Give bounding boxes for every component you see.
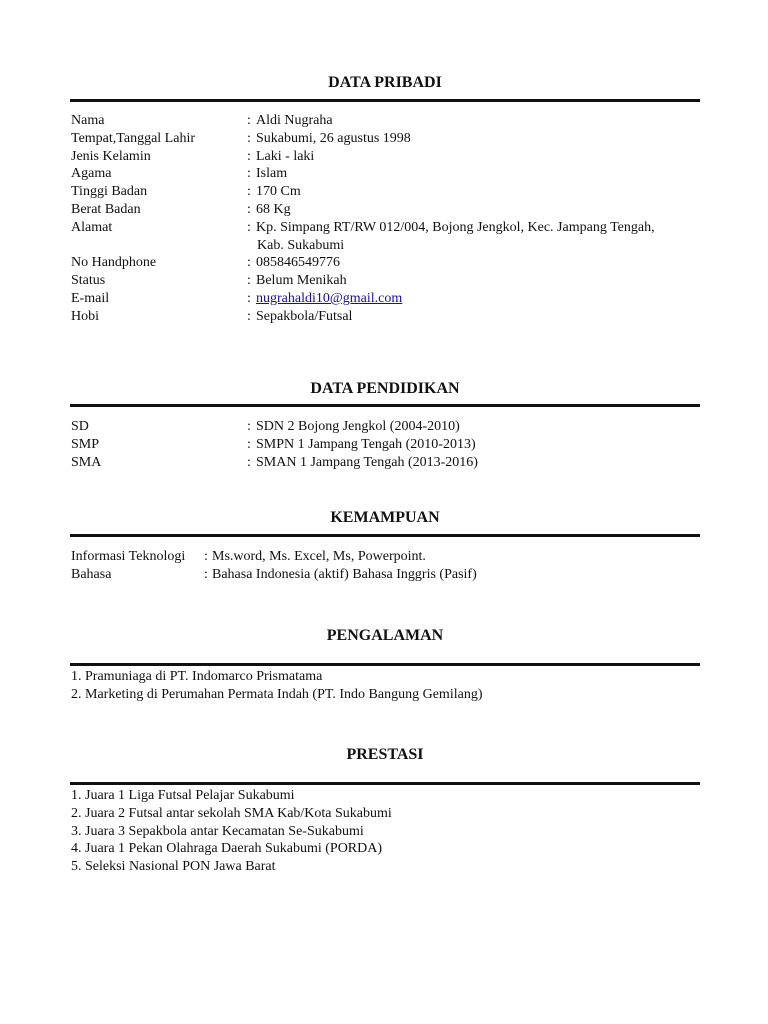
row-label: SMA [71,454,102,470]
personal-row-hobi [71,308,701,326]
skills-list [71,548,701,584]
row-value: SMPN 1 Jampang Tengah (2010-2013) [256,436,476,452]
row-label: E-mail [71,290,110,306]
row-value: SDN 2 Bojong Jengkol (2004-2010) [256,419,460,434]
personal-row-status [71,272,701,290]
education-row-sd [71,418,701,436]
section-rule [70,534,700,537]
row-label: Tempat,Tanggal Lahir [71,130,195,146]
education-list [71,418,701,471]
row-value: Belum Menikah [256,273,347,289]
achievement-list [71,787,701,876]
row-value: Ms.word, Ms. Excel, Ms, Powerpoint. [212,549,426,564]
personal-row-email [71,290,701,308]
row-colon: : [204,549,208,564]
personal-row-no-handphone [71,254,701,272]
row-label: SD [71,419,89,434]
personal-row-berat-badan [71,201,701,219]
row-colon: : [247,184,251,200]
row-colon: : [204,566,208,582]
row-label: Tinggi Badan [71,184,148,200]
personal-row-tempat-tanggal-lahir [71,130,701,148]
personal-row-tinggi-badan [71,183,701,201]
list-item: 3. Juara 3 Sepakbola antar Kecamatan Se-Sukabumi [71,823,364,839]
education-row-smp [71,436,701,454]
row-colon: : [247,290,251,306]
row-colon: : [247,273,251,289]
personal-row-agama [71,165,701,183]
row-label: Informasi Teknologi [71,549,186,564]
row-colon: : [247,436,251,452]
email-link[interactable]: nugrahaldi10@gmail.com [256,290,403,306]
row-value: Sepakbola/Futsal [256,308,353,324]
row-colon: : [247,219,251,235]
row-value: 085846549776 [256,255,340,271]
section-rule [70,99,700,102]
row-colon: : [247,454,251,470]
row-colon: : [247,255,251,271]
row-value: Islam [256,166,288,182]
personal-row-jenis-kelamin [71,148,701,166]
list-item: 5. Seleksi Nasional PON Jawa Barat [71,859,276,875]
row-label: Status [71,273,106,289]
row-value: SMAN 1 Jampang Tengah (2013-2016) [256,454,478,470]
personal-row-nama [71,112,701,130]
section-title-pengalaman: PENGALAMAN [326,627,444,644]
row-colon: : [247,308,251,324]
education-row-sma [71,454,701,472]
row-label: No Handphone [71,255,157,271]
skills-row-informasi-teknologi [71,548,701,566]
row-value: Aldi Nugraha [256,113,333,128]
list-item: 1. Juara 1 Liga Futsal Pelajar Sukabumi [71,788,295,803]
section-rule [70,404,700,407]
row-label: Nama [71,113,105,128]
row-colon: : [247,166,251,182]
row-colon: : [247,148,251,164]
row-value: Kp. Simpang RT/RW 012/004, Bojong Jengkol, Kec. Jampang Tengah, [256,219,655,235]
row-label: Jenis Kelamin [71,148,151,164]
row-label: SMP [71,436,100,452]
row-value: Laki - laki [256,148,315,164]
skills-row-bahasa [71,566,701,584]
row-value-continued: Kab. Sukabumi [257,237,345,253]
list-item: 2. Juara 2 Futsal antar sekolah SMA Kab/Kota Sukabumi [71,805,392,821]
experience-list [71,668,701,704]
personal-data-list [71,112,701,326]
personal-row-alamat [71,219,701,255]
row-colon: : [247,113,251,128]
row-value: 68 Kg [256,201,291,217]
list-item: 2. Marketing di Perumahan Permata Indah (PT. Indo Bangung Gemilang) [71,686,483,702]
list-item: 1. Pramuniaga di PT. Indomarco Prismatama [71,669,323,684]
section-title-data-pendidikan: DATA PENDIDIKAN [310,380,460,397]
row-colon: : [247,419,251,434]
row-label: Berat Badan [71,201,141,217]
row-label: Agama [71,166,112,182]
row-value: 170 Cm [256,184,301,200]
row-colon: : [247,130,251,146]
row-colon: : [247,201,251,217]
row-label: Alamat [71,219,113,235]
section-title-prestasi: PRESTASI [346,746,424,763]
section-rule [70,663,700,666]
section-rule [70,782,700,785]
list-item: 4. Juara 1 Pekan Olahraga Daerah Sukabumi (PORDA) [71,841,383,857]
row-value: Sukabumi, 26 agustus 1998 [256,130,411,146]
row-value: Bahasa Indonesia (aktif) Bahasa Inggris (Pasif) [212,566,477,582]
section-title-data-pribadi: DATA PRIBADI [328,74,442,91]
row-label: Hobi [71,308,99,324]
row-label: Bahasa [71,566,112,582]
section-title-kemampuan: KEMAMPUAN [330,509,440,526]
